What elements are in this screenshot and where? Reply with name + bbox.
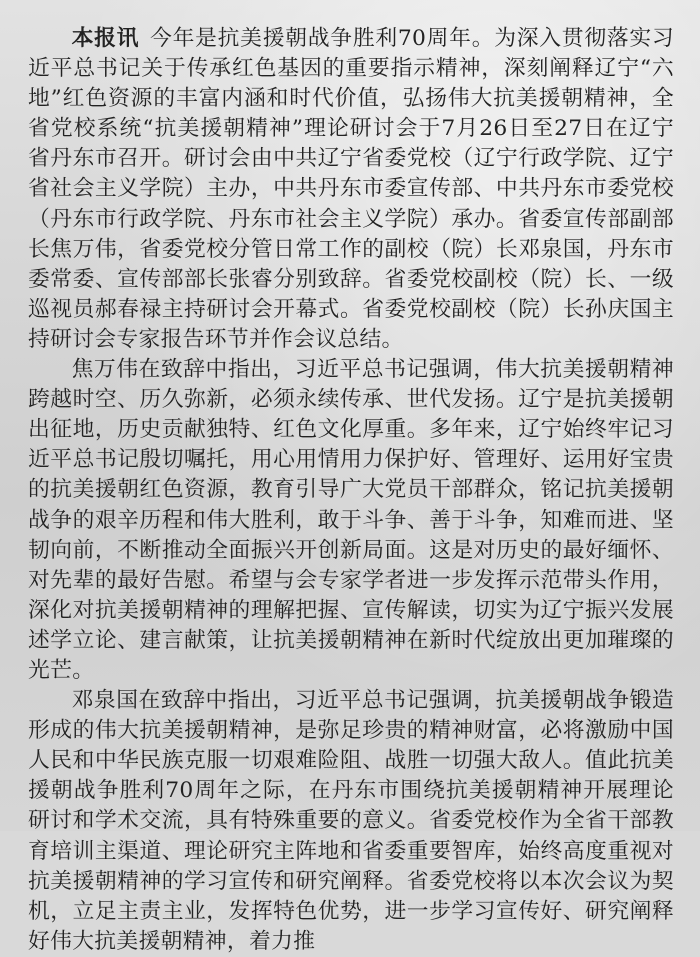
article-paragraph-2 [28,355,674,686]
paragraph-text: 今年是抗美援朝战争胜利70周年。为深入贯彻落实习近平总书记关于传承红色基因的重要指示精神，深刻阐释辽宁“六地”红色资源的丰富内涵和时代价值，弘扬伟大抗美援朝精神，全省党校系统“抗美援朝精神”理论研讨会于7月26日至27日在辽宁省丹东市召开。研讨会由中共辽宁省委党校（辽宁行政学院、辽宁省社会主义学院）主办，中共丹东市委宣传部、中共丹东市委党校（丹东市行政学院、丹东市社会主义学院）承办。省委宣传部副部长焦万伟，省委党校分管日常工作的副校（院）长邓泉国，丹东市委常委、宣传部部长张睿分别致辞。省委党校副校（院）长、一级巡视员郝春禄主持研讨会开幕式。省委党校副校（院）长孙庆国主持研讨会专家报告环节并作会议总结。 [28,26,675,352]
dateline-lead: 本报讯 [71,26,140,51]
paragraph-text: 邓泉国在致辞中指出，习近平总书记强调，抗美援朝战争锻造形成的伟大抗美援朝精神，是弥足珍贵的精神财富，必将激励中国人民和中华民族克服一切艰难险阻、战胜一切强大敌人。值此抗美援朝战争胜利70周年之际，在丹东市围绕抗美援朝精神开展理论研讨和学术交流，具有特殊重要的意义。省委党校作为全省干部教育培训主渠道、理论研究主阵地和省委重要智库，始终高度重视对抗美援朝精神的学习宣传和研究阐释。省委党校将以本次会议为契机，立足主责主业，发挥特色优势，进一步学习宣传好、研究阐释好伟大抗美援朝精神，着力推 [28,688,674,954]
article-paragraph-1 [28,24,674,355]
paragraph-text: 焦万伟在致辞中指出，习近平总书记强调，伟大抗美援朝精神跨越时空、历久弥新，必须永续传承、世代发扬。辽宁是抗美援朝出征地，历史贡献独特、红色文化厚重。多年来，辽宁始终牢记习近平总书记殷切嘱托，用心用情用力保护好、管理好、运用好宝贵的抗美援朝红色资源，教育引导广大党员干部群众，铭记抗美援朝战争的艰辛历程和伟大胜利，敢于斗争、善于斗争，知难而进、坚韧向前，不断推动全面振兴开创新局面。这是对历史的最好缅怀、对先辈的最好告慰。希望与会专家学者进一步发挥示范带头作用，深化对抗美援朝精神的理解把握、宣传解读，切实为辽宁振兴发展述学立论、建言献策，让抗美援朝精神在新时代绽放出更加璀璨的光芒。 [28,357,674,683]
news-article [28,24,674,957]
article-paragraph-3 [28,686,674,957]
